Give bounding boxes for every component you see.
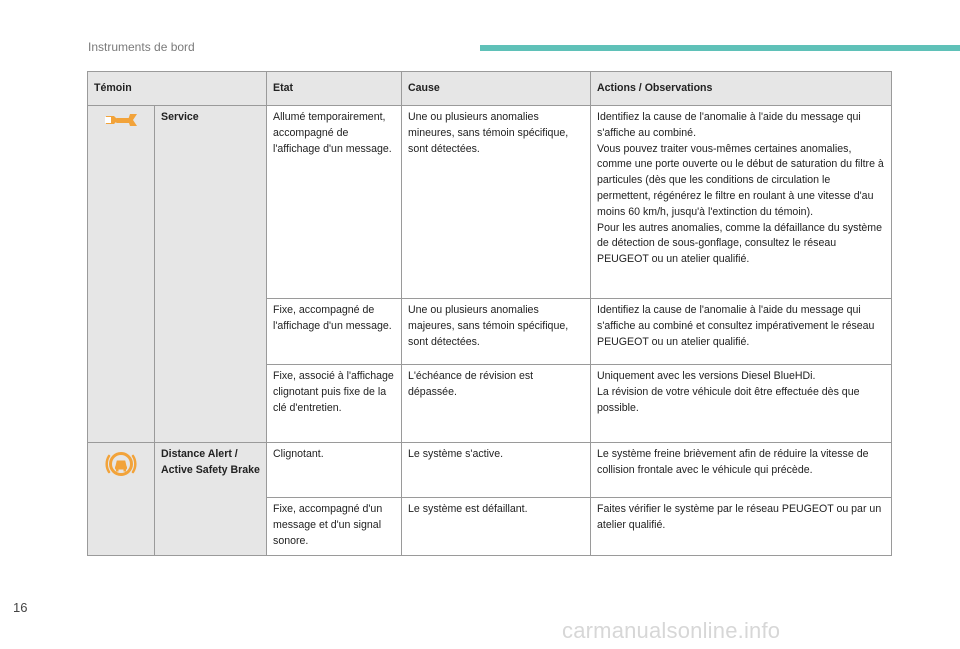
actions-line: Identifiez la cause de l'anomalie à l'aide du message qui s'affiche au combiné. (597, 111, 861, 139)
etat-cell: Fixe, associé à l'affichage clignotant puis fixe de la clé d'entretien. (267, 365, 402, 443)
cause-cell: Une ou plusieurs anomalies mineures, sans témoin spécifique, sont détectées. (402, 106, 591, 299)
cause-cell: Le système s'active. (402, 443, 591, 498)
actions-cell (591, 365, 892, 443)
wrench-icon (104, 121, 138, 133)
icon-cell-service (88, 106, 155, 443)
section-title: Instruments de bord (88, 40, 195, 54)
actions-line: Pour les autres anomalies, comme la défaillance du système de détection de sous-gonflage, consultez le réseau PEUGEOT ou un atelier qualifié. (597, 221, 883, 266)
cause-cell: L'échéance de révision est dépassée. (402, 365, 591, 443)
icon-cell-distance-alert (88, 443, 155, 556)
collision-brake-icon (104, 472, 138, 484)
actions-line: Uniquement avec les versions Diesel BlueHDi. (597, 370, 816, 382)
actions-cell (591, 299, 892, 365)
service-label: Service (155, 106, 267, 443)
header-actions: Actions / Observations (591, 72, 892, 106)
actions-cell (591, 443, 892, 498)
header-etat: Etat (267, 72, 402, 106)
header-temoin: Témoin (88, 72, 267, 106)
actions-cell (591, 106, 892, 299)
etat-cell: Allumé temporairement, accompagné de l'affichage d'un message. (267, 106, 402, 299)
header-accent-bar (480, 45, 960, 51)
actions-line: Vous pouvez traiter vous-mêmes certaines anomalies, comme une porte ouverte ou le début de saturation du filtre à particules (dès que les conditions de circulation le permettent, régénérez le filtre en roulant à une vitesse d'au moins 60 km/h, jusqu'à l'extinction du témoin). (597, 142, 884, 218)
etat-cell: Clignotant. (267, 443, 402, 498)
table-row (88, 106, 892, 299)
cause-cell: Le système est défaillant. (402, 498, 591, 556)
distance-alert-label: Distance Alert / Active Safety Brake (155, 443, 267, 556)
actions-cell (591, 498, 892, 556)
table-header-row (88, 72, 892, 106)
watermark: carmanualsonline.info (562, 618, 781, 643)
actions-line: Faites vérifier le système par le réseau PEUGEOT ou par un atelier qualifié. (597, 503, 882, 531)
header-cause: Cause (402, 72, 591, 106)
etat-cell: Fixe, accompagné de l'affichage d'un message. (267, 299, 402, 365)
actions-line: Identifiez la cause de l'anomalie à l'aide du message qui s'affiche au combiné et consultez impérativement le réseau PEUGEOT ou un atelier qualifié. (597, 304, 875, 348)
etat-cell: Fixe, accompagné d'un message et d'un signal sonore. (267, 498, 402, 556)
actions-line: Le système freine brièvement afin de réduire la vitesse de collision frontale avec le véhicule qui précède. (597, 448, 869, 476)
page-number: 16 (13, 600, 28, 615)
table-row (88, 443, 892, 498)
warning-lights-table (87, 71, 892, 556)
actions-line: La révision de votre véhicule doit être effectuée dès que possible. (597, 385, 860, 414)
cause-cell: Une ou plusieurs anomalies majeures, sans témoin spécifique, sont détectées. (402, 299, 591, 365)
